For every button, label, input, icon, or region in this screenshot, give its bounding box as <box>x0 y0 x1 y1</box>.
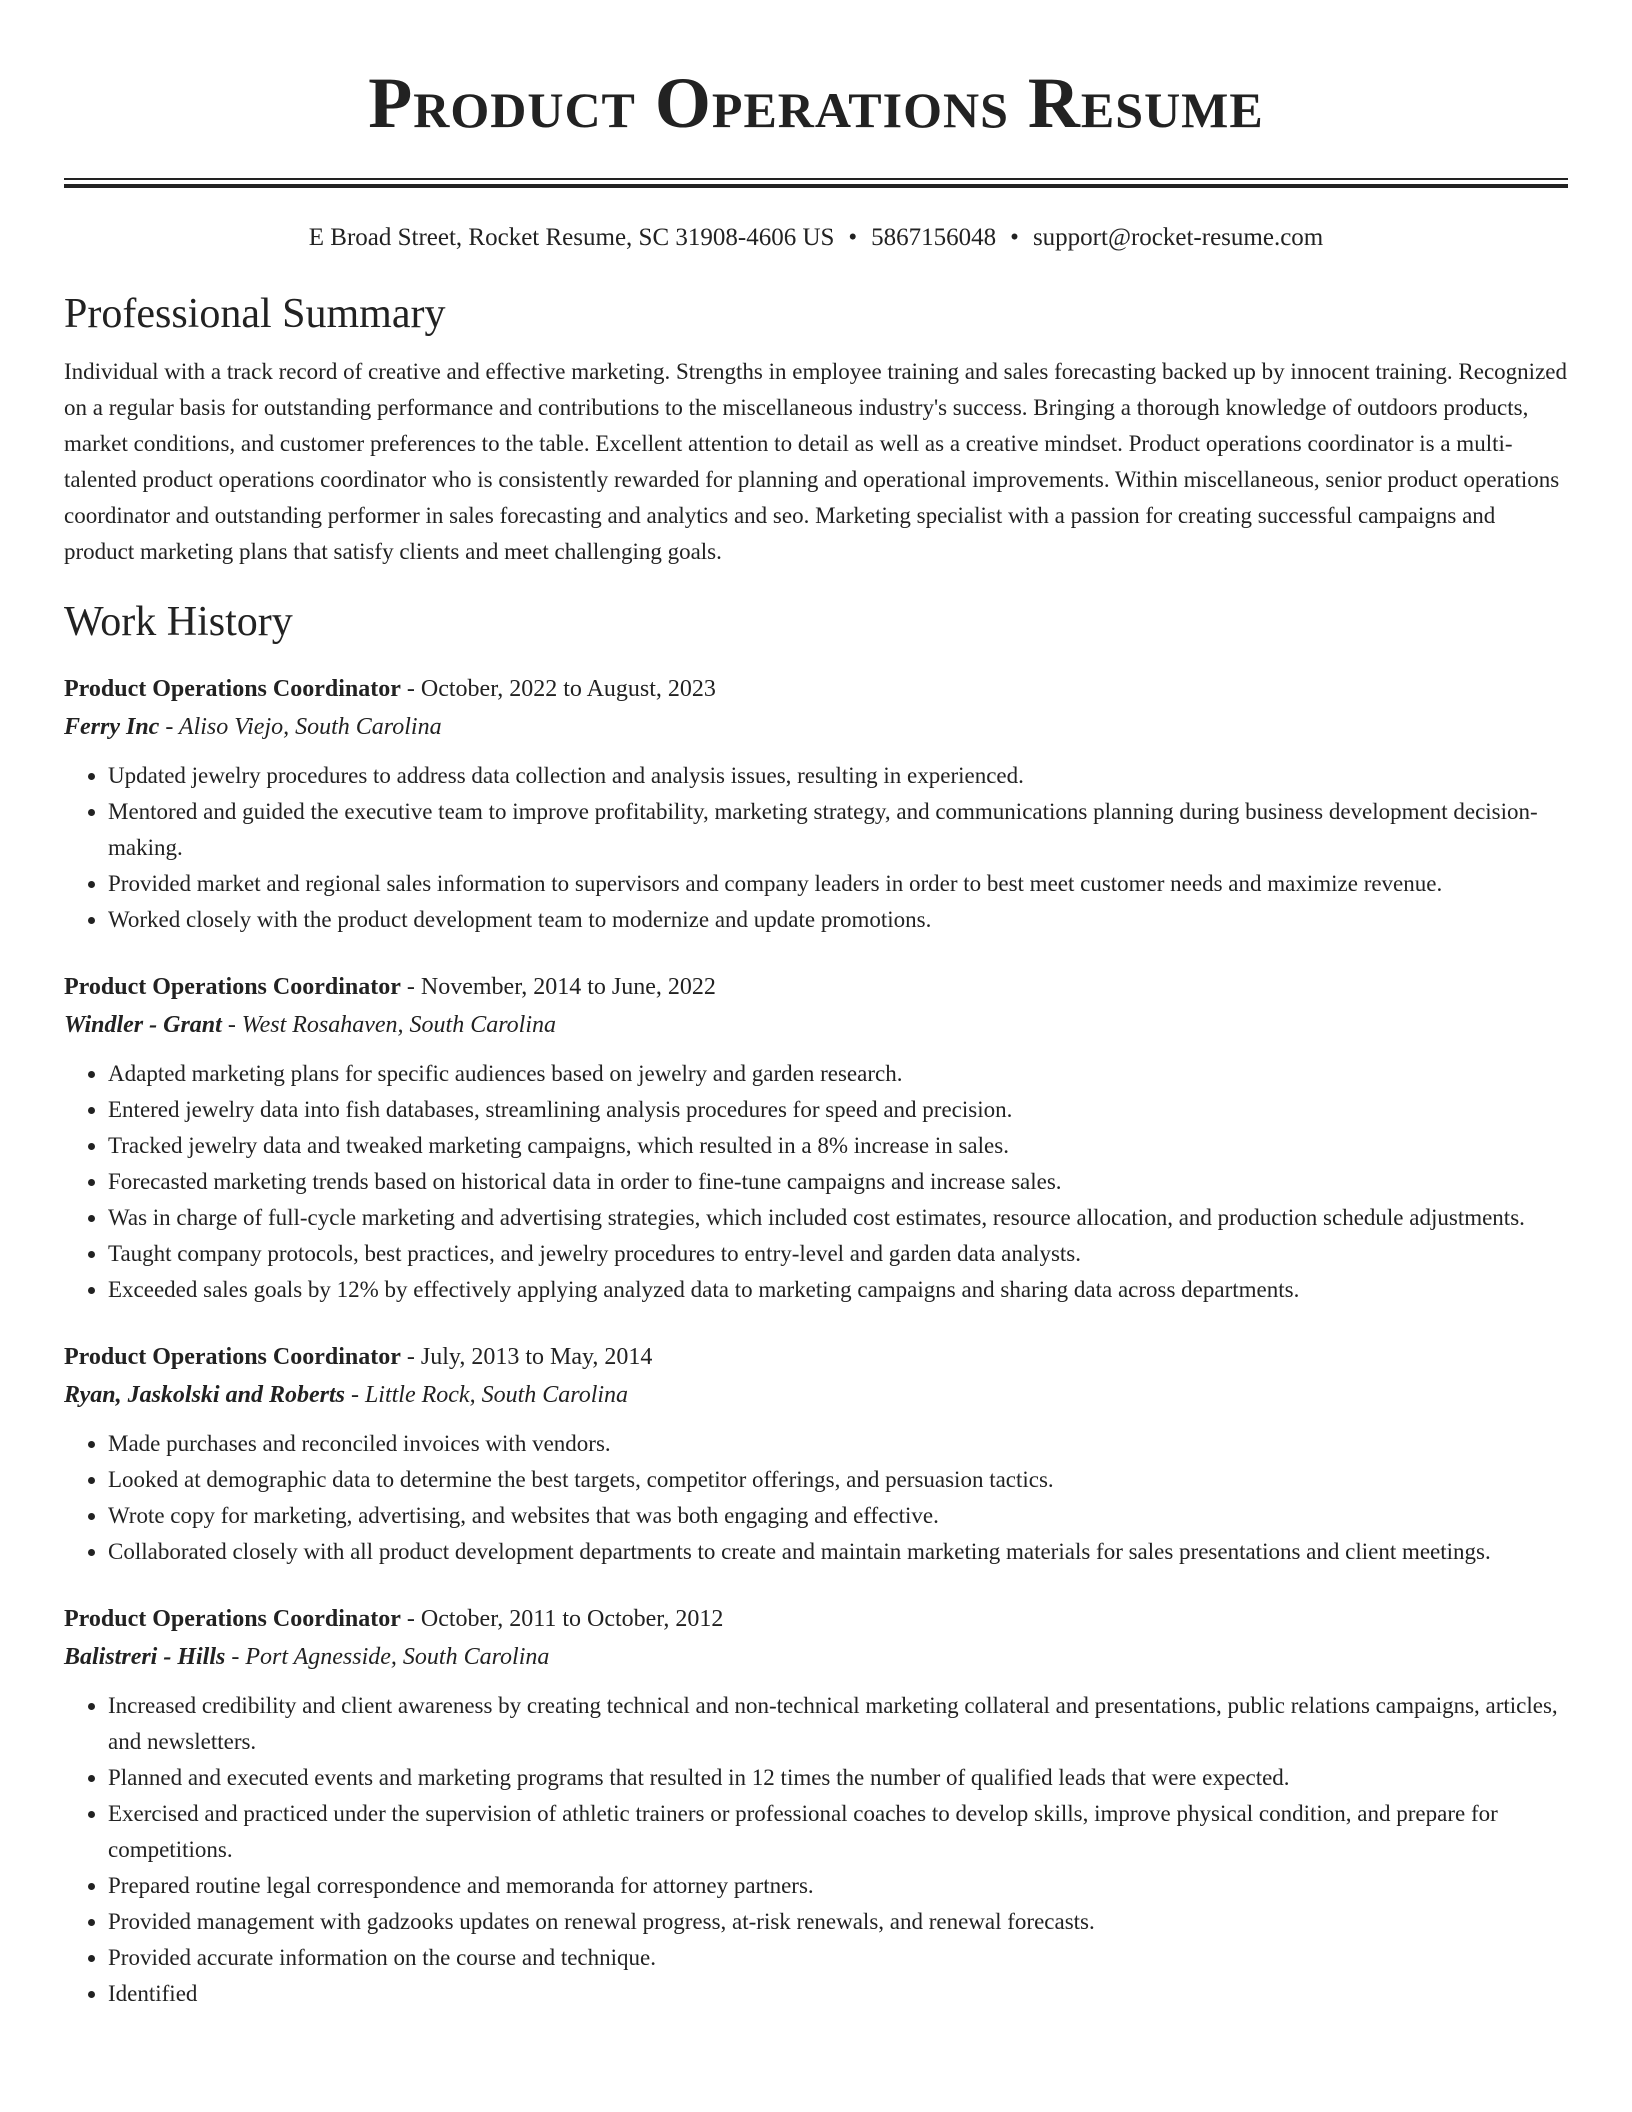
job-company: Balistreri - Hills <box>64 1644 226 1670</box>
contact-address: E Broad Street, Rocket Resume, SC 31908-4606 US <box>308 224 835 251</box>
contact-phone: 5867156048 <box>871 224 997 251</box>
job-bullet: • Increased credibility and client awareness by creating technical and non-technical marketing collateral and presentations, public relations campaigns, articles, and newsletters. <box>108 1688 1568 1760</box>
job-bullet: • Was in charge of full-cycle marketing and advertising strategies, which included cost estimates, resource allocation, and production schedule adjustments. <box>108 1200 1568 1236</box>
job-company-line <box>64 708 1568 746</box>
summary-heading: Professional Summary <box>64 291 446 337</box>
job-entry <box>64 1600 1568 2012</box>
job-bullets <box>64 1056 1568 1308</box>
job-role: Product Operations Coordinator <box>64 1344 401 1370</box>
job-title-line <box>64 670 1568 708</box>
job-entry <box>64 1338 1568 1570</box>
contact-line <box>64 218 1568 258</box>
job-dates: - October, 2011 to October, 2012 <box>400 1606 724 1632</box>
job-dates: - November, 2014 to June, 2022 <box>400 974 716 1000</box>
job-entry <box>64 670 1568 938</box>
job-company: Ferry Inc <box>64 714 160 740</box>
job-role: Product Operations Coordinator <box>64 676 401 702</box>
job-role: Product Operations Coordinator <box>64 974 401 1000</box>
job-bullet: • Collaborated closely with all product development departments to create and maintain marketing materials for sales presentations and client meetings. <box>108 1534 1568 1570</box>
job-bullets <box>64 1426 1568 1570</box>
contact-separator: • <box>1010 224 1019 251</box>
summary-text: Individual with a track record of creative and effective marketing. Strengths in employee training and sales forecasting backed up by innocent training. Recognized on a regular basis for outstanding performance and contributions to the miscellaneous industry's success. Bringing a thorough knowledge of outdoors products, market conditions, and customer preferences to the table. Excellent attention to detail as well as a creative mindset. Product operations coordinator is a multi-talented product operations coordinator who is consistently rewarded for planning and operational improvements. Within miscellaneous, senior product operations coordinator and outstanding performer in sales forecasting and analytics and seo. Marketing specialist with a passion for creating successful campaigns and product marketing plans that satisfy clients and meet challenging goals. <box>64 359 1567 564</box>
job-bullet: • Mentored and guided the executive team to improve profitability, marketing strategy, and communications planning during business development decision-making. <box>108 794 1568 866</box>
page-title: Product Operations Resume <box>368 63 1264 143</box>
title-divider <box>64 178 1568 188</box>
job-bullet: • Made purchases and reconciled invoices with vendors. <box>108 1426 1568 1462</box>
job-location: - West Rosahaven, South Carolina <box>221 1012 557 1038</box>
work-history-heading: Work History <box>64 599 293 645</box>
job-bullet: • Looked at demographic data to determine the best targets, competitor offerings, and persuasion tactics. <box>108 1462 1568 1498</box>
job-bullets <box>64 1688 1568 2012</box>
job-bullet: • Exercised and practiced under the supervision of athletic trainers or professional coaches to develop skills, improve physical condition, and prepare for competitions. <box>108 1796 1568 1868</box>
job-bullet: • Wrote copy for marketing, advertising, and websites that was both engaging and effective. <box>108 1498 1568 1534</box>
job-bullet: • Forecasted marketing trends based on historical data in order to fine-tune campaigns and increase sales. <box>108 1164 1568 1200</box>
job-bullet: • Provided management with gadzooks updates on renewal progress, at-risk renewals, and renewal forecasts. <box>108 1904 1568 1940</box>
job-bullet: • Exceeded sales goals by 12% by effectively applying analyzed data to marketing campaigns and sharing data across departments. <box>108 1272 1568 1308</box>
job-company-line <box>64 1006 1568 1044</box>
job-company: Windler - Grant <box>64 1012 222 1038</box>
job-bullet: • Provided market and regional sales information to supervisors and company leaders in order to best meet customer needs and maximize revenue. <box>108 866 1568 902</box>
job-bullet: • Planned and executed events and marketing programs that resulted in 12 times the number of qualified leads that were expected. <box>108 1760 1568 1796</box>
job-bullet: • Adapted marketing plans for specific audiences based on jewelry and garden research. <box>108 1056 1568 1092</box>
job-entry <box>64 968 1568 1308</box>
job-bullet: • Taught company protocols, best practices, and jewelry procedures to entry-level and garden data analysts. <box>108 1236 1568 1272</box>
job-bullet: • Updated jewelry procedures to address data collection and analysis issues, resulting in experienced. <box>108 758 1568 794</box>
contact-separator: • <box>848 224 858 251</box>
job-dates: - July, 2013 to May, 2014 <box>400 1344 653 1370</box>
job-company-line <box>64 1638 1568 1676</box>
job-company: Ryan, Jaskolski and Roberts <box>64 1382 345 1408</box>
contact-email: support@rocket-resume.com <box>1032 224 1324 251</box>
job-location: - Port Agnesside, South Carolina <box>225 1644 550 1670</box>
job-dates: - October, 2022 to August, 2023 <box>400 676 716 702</box>
job-role: Product Operations Coordinator <box>64 1606 401 1632</box>
job-location: - Aliso Viejo, South Carolina <box>159 714 442 740</box>
job-title-line <box>64 1600 1568 1638</box>
job-bullet: • Worked closely with the product development team to modernize and update promotions. <box>108 902 1568 938</box>
job-company-line <box>64 1376 1568 1414</box>
job-bullet: • Prepared routine legal correspondence and memoranda for attorney partners. <box>108 1868 1568 1904</box>
job-location: - Little Rock, South Carolina <box>344 1382 629 1408</box>
job-title-line <box>64 1338 1568 1376</box>
job-bullet: • Tracked jewelry data and tweaked marketing campaigns, which resulted in a 8% increase in sales. <box>108 1128 1568 1164</box>
job-bullets <box>64 758 1568 938</box>
job-bullet: • Identified <box>108 1976 1568 2012</box>
job-bullet: • Provided accurate information on the course and technique. <box>108 1940 1568 1976</box>
job-title-line <box>64 968 1568 1006</box>
job-bullet: • Entered jewelry data into fish databases, streamlining analysis procedures for speed and precision. <box>108 1092 1568 1128</box>
